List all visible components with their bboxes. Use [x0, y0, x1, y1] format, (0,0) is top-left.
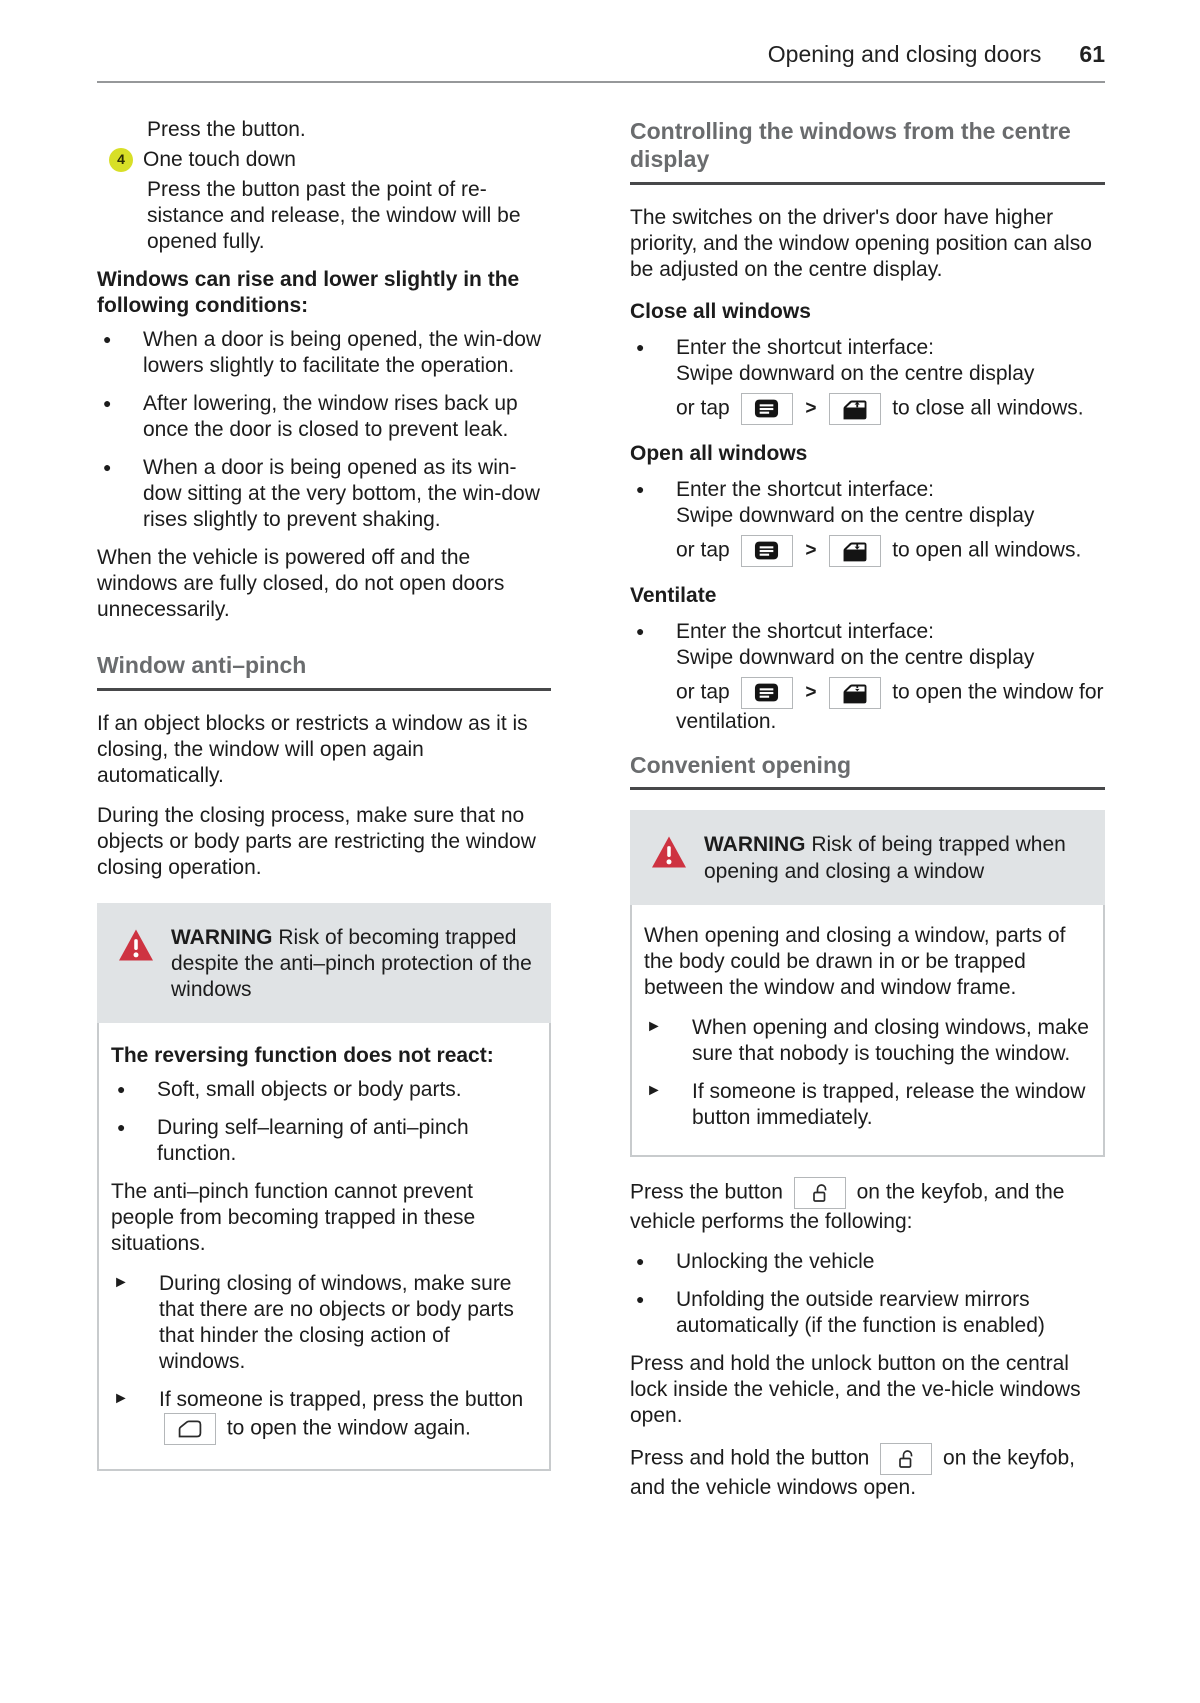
bullet-icon: ● — [103, 458, 112, 475]
bullet-icon: ● — [636, 622, 645, 639]
cannot-prevent-paragraph: The anti–pinch function cannot prevent people from becoming trapped in these situations. — [111, 1179, 476, 1256]
warning-title-text: Risk of becoming trapped despite the anti–pinch protection of the windows — [171, 925, 532, 1001]
left-column — [97, 117, 551, 1515]
warning-title — [704, 832, 1089, 884]
bullet-icon: ● — [103, 394, 112, 411]
app-menu-icon — [741, 677, 793, 709]
two-column-layout — [97, 117, 1105, 1515]
bullet-icon: ● — [117, 1118, 126, 1135]
action-item — [111, 1271, 537, 1375]
keyfob-paragraph — [630, 1177, 1105, 1235]
close-all-windows-heading: Close all windows — [630, 299, 811, 323]
list-item — [630, 1287, 1105, 1339]
centre-display-heading: Controlling the windows from the centre display — [630, 117, 1105, 185]
action-text: During closing of windows, make sure that there are no objects or body parts that hinder the closing action of windows. — [159, 1272, 514, 1374]
list-item — [97, 455, 551, 533]
warning-body — [97, 1023, 551, 1471]
action-arrow-icon: ► — [113, 1390, 129, 1408]
window-anti-pinch-heading: Window anti–pinch — [97, 651, 551, 691]
bullet-icon: ● — [636, 480, 645, 497]
open-all-windows-heading: Open all windows — [630, 441, 808, 465]
conditions-heading: Windows can rise and lower slightly in the following conditions: — [97, 267, 520, 317]
warning-box-trapped — [630, 810, 1105, 1156]
shortcut-line-2: Swipe downward on the centre display — [676, 361, 1035, 385]
action-arrow-icon: ► — [113, 1274, 129, 1292]
list-item — [630, 477, 1105, 567]
chevron-icon: > — [805, 540, 817, 562]
bullet-icon: ● — [636, 1290, 645, 1307]
warning-title — [171, 925, 535, 1003]
action-arrow-icon: ► — [646, 1081, 662, 1099]
tap-post-text: to close all windows. — [892, 396, 1084, 420]
anti-pinch-paragraph-2: During the closing process, make sure that no objects or body parts are restricting the window closing operation. — [97, 803, 536, 879]
shortcut-tap-line — [676, 677, 1105, 735]
action-text — [159, 1387, 537, 1445]
app-menu-icon — [741, 535, 793, 567]
keyfob-result-text: Unfolding the outside rearview mirrors automatically (if the function is enabled) — [676, 1287, 1045, 1337]
app-menu-icon — [741, 393, 793, 425]
central-lock-paragraph: Press and hold the unlock button on the central lock inside the vehicle, and the ve-hicle windows open. — [630, 1351, 1081, 1427]
shortcut-line-1: Enter the shortcut interface: — [676, 619, 934, 643]
shortcut-line-2: Swipe downward on the centre display — [676, 645, 1035, 669]
list-item — [111, 1077, 537, 1103]
warning-header — [630, 810, 1105, 904]
tap-post-text: to open the window for ventilation. — [676, 680, 1104, 733]
warning-label: WARNING — [171, 925, 273, 949]
shortcut-instructions — [676, 477, 1081, 567]
no-react-item: Soft, small objects or body parts. — [157, 1077, 462, 1101]
callout-4-label: One touch down — [143, 147, 296, 171]
condition-text: When a door is being opened, the win-dow lowers slightly to facilitate the operation. — [143, 327, 542, 377]
chevron-icon: > — [805, 682, 817, 704]
condition-text: After lowering, the window rises back up once the door is closed to prevent leak. — [143, 391, 518, 441]
warning-triangle-icon — [650, 832, 688, 884]
press-button-line: Press the button. — [147, 117, 306, 141]
one-touch-down-description: Press the button past the point of re-sistance and release, the window will be opened fully. — [147, 177, 521, 253]
warning-header — [97, 903, 551, 1023]
list-item — [97, 391, 551, 443]
warning-body-paragraph: When opening and closing a window, parts of the body could be drawn in or be trapped between the window and window frame. — [644, 923, 1066, 999]
callout-4-item — [97, 147, 551, 173]
shortcut-line-1: Enter the shortcut interface: — [676, 477, 934, 501]
action-text-post: to open the window again. — [226, 1416, 471, 1440]
list-item — [630, 619, 1105, 735]
action-text-pre: If someone is trapped, press the button — [159, 1388, 524, 1412]
ventilate-heading: Ventilate — [630, 583, 717, 607]
ventilate-icon — [829, 677, 881, 709]
action-item — [644, 1079, 1091, 1131]
hold-pre-text: Press and hold the button — [630, 1446, 870, 1470]
no-react-item: During self–learning of anti–pinch function. — [157, 1115, 469, 1165]
page-header-title: Opening and closing doors — [767, 41, 1042, 67]
list-item — [111, 1115, 537, 1167]
list-item — [630, 1249, 1105, 1275]
centre-display-intro: The switches on the driver's door have higher priority, and the window opening position can also be adjusted on the centre display. — [630, 205, 1092, 281]
open-window-button-icon — [164, 1413, 216, 1445]
tap-pre-text: or tap — [676, 396, 730, 420]
action-text: When opening and closing windows, make sure that nobody is touching the window. — [692, 1015, 1089, 1065]
action-text: If someone is trapped, release the window button immediately. — [692, 1079, 1086, 1129]
warning-triangle-icon — [117, 925, 155, 1003]
warning-title-text: Risk of being trapped when opening and closing a window — [704, 833, 1066, 883]
keyfob-post-text: on the keyfob, and the vehicle performs the following: — [630, 1180, 1065, 1233]
list-item — [97, 327, 551, 379]
shortcut-instructions — [676, 619, 1105, 735]
shortcut-line-1: Enter the shortcut interface: — [676, 335, 934, 359]
tap-post-text: to open all windows. — [892, 538, 1082, 562]
bullet-icon: ● — [103, 330, 112, 347]
condition-text: When a door is being opened as its win-dow sitting at the very bottom, the win-dow rises slightly to prevent shaking. — [143, 455, 540, 531]
shortcut-instructions — [676, 335, 1084, 425]
unlock-icon — [794, 1177, 846, 1209]
warning-box-anti-pinch — [97, 903, 551, 1471]
keyfob-result-text: Unlocking the vehicle — [676, 1249, 875, 1273]
convenient-opening-heading: Convenient opening — [630, 751, 1105, 791]
bullet-icon: ● — [117, 1080, 126, 1097]
page-header — [97, 40, 1105, 81]
page-number: 61 — [1079, 41, 1105, 67]
powered-off-note: When the vehicle is powered off and the windows are fully closed, do not open doors unnecessarily. — [97, 545, 505, 622]
no-react-heading: The reversing function does not react: — [111, 1043, 494, 1067]
shortcut-tap-line — [676, 393, 1084, 425]
keyfob-pre-text: Press the button — [630, 1180, 783, 1204]
hold-button-paragraph — [630, 1443, 1105, 1501]
chevron-icon: > — [805, 397, 817, 419]
right-column — [630, 117, 1105, 1515]
list-item — [630, 335, 1105, 425]
anti-pinch-paragraph-1: If an object blocks or restricts a window as it is closing, the window will open again automatically. — [97, 711, 528, 787]
warning-body — [630, 905, 1105, 1157]
hold-post-text: on the keyfob, and the vehicle windows open. — [630, 1446, 1075, 1499]
shortcut-line-2: Swipe downward on the centre display — [676, 503, 1035, 527]
action-item — [644, 1015, 1091, 1067]
open-windows-icon — [829, 535, 881, 567]
tap-pre-text: or tap — [676, 680, 730, 704]
action-item — [111, 1387, 537, 1445]
tap-pre-text: or tap — [676, 538, 730, 562]
unlock-icon — [880, 1443, 932, 1475]
close-windows-icon — [829, 393, 881, 425]
bullet-icon: ● — [636, 1252, 645, 1269]
callout-4-marker: 4 — [109, 148, 133, 172]
shortcut-tap-line — [676, 535, 1081, 567]
header-rule — [97, 81, 1105, 83]
action-arrow-icon: ► — [646, 1017, 662, 1035]
warning-label: WARNING — [704, 833, 806, 857]
bullet-icon: ● — [636, 338, 645, 355]
